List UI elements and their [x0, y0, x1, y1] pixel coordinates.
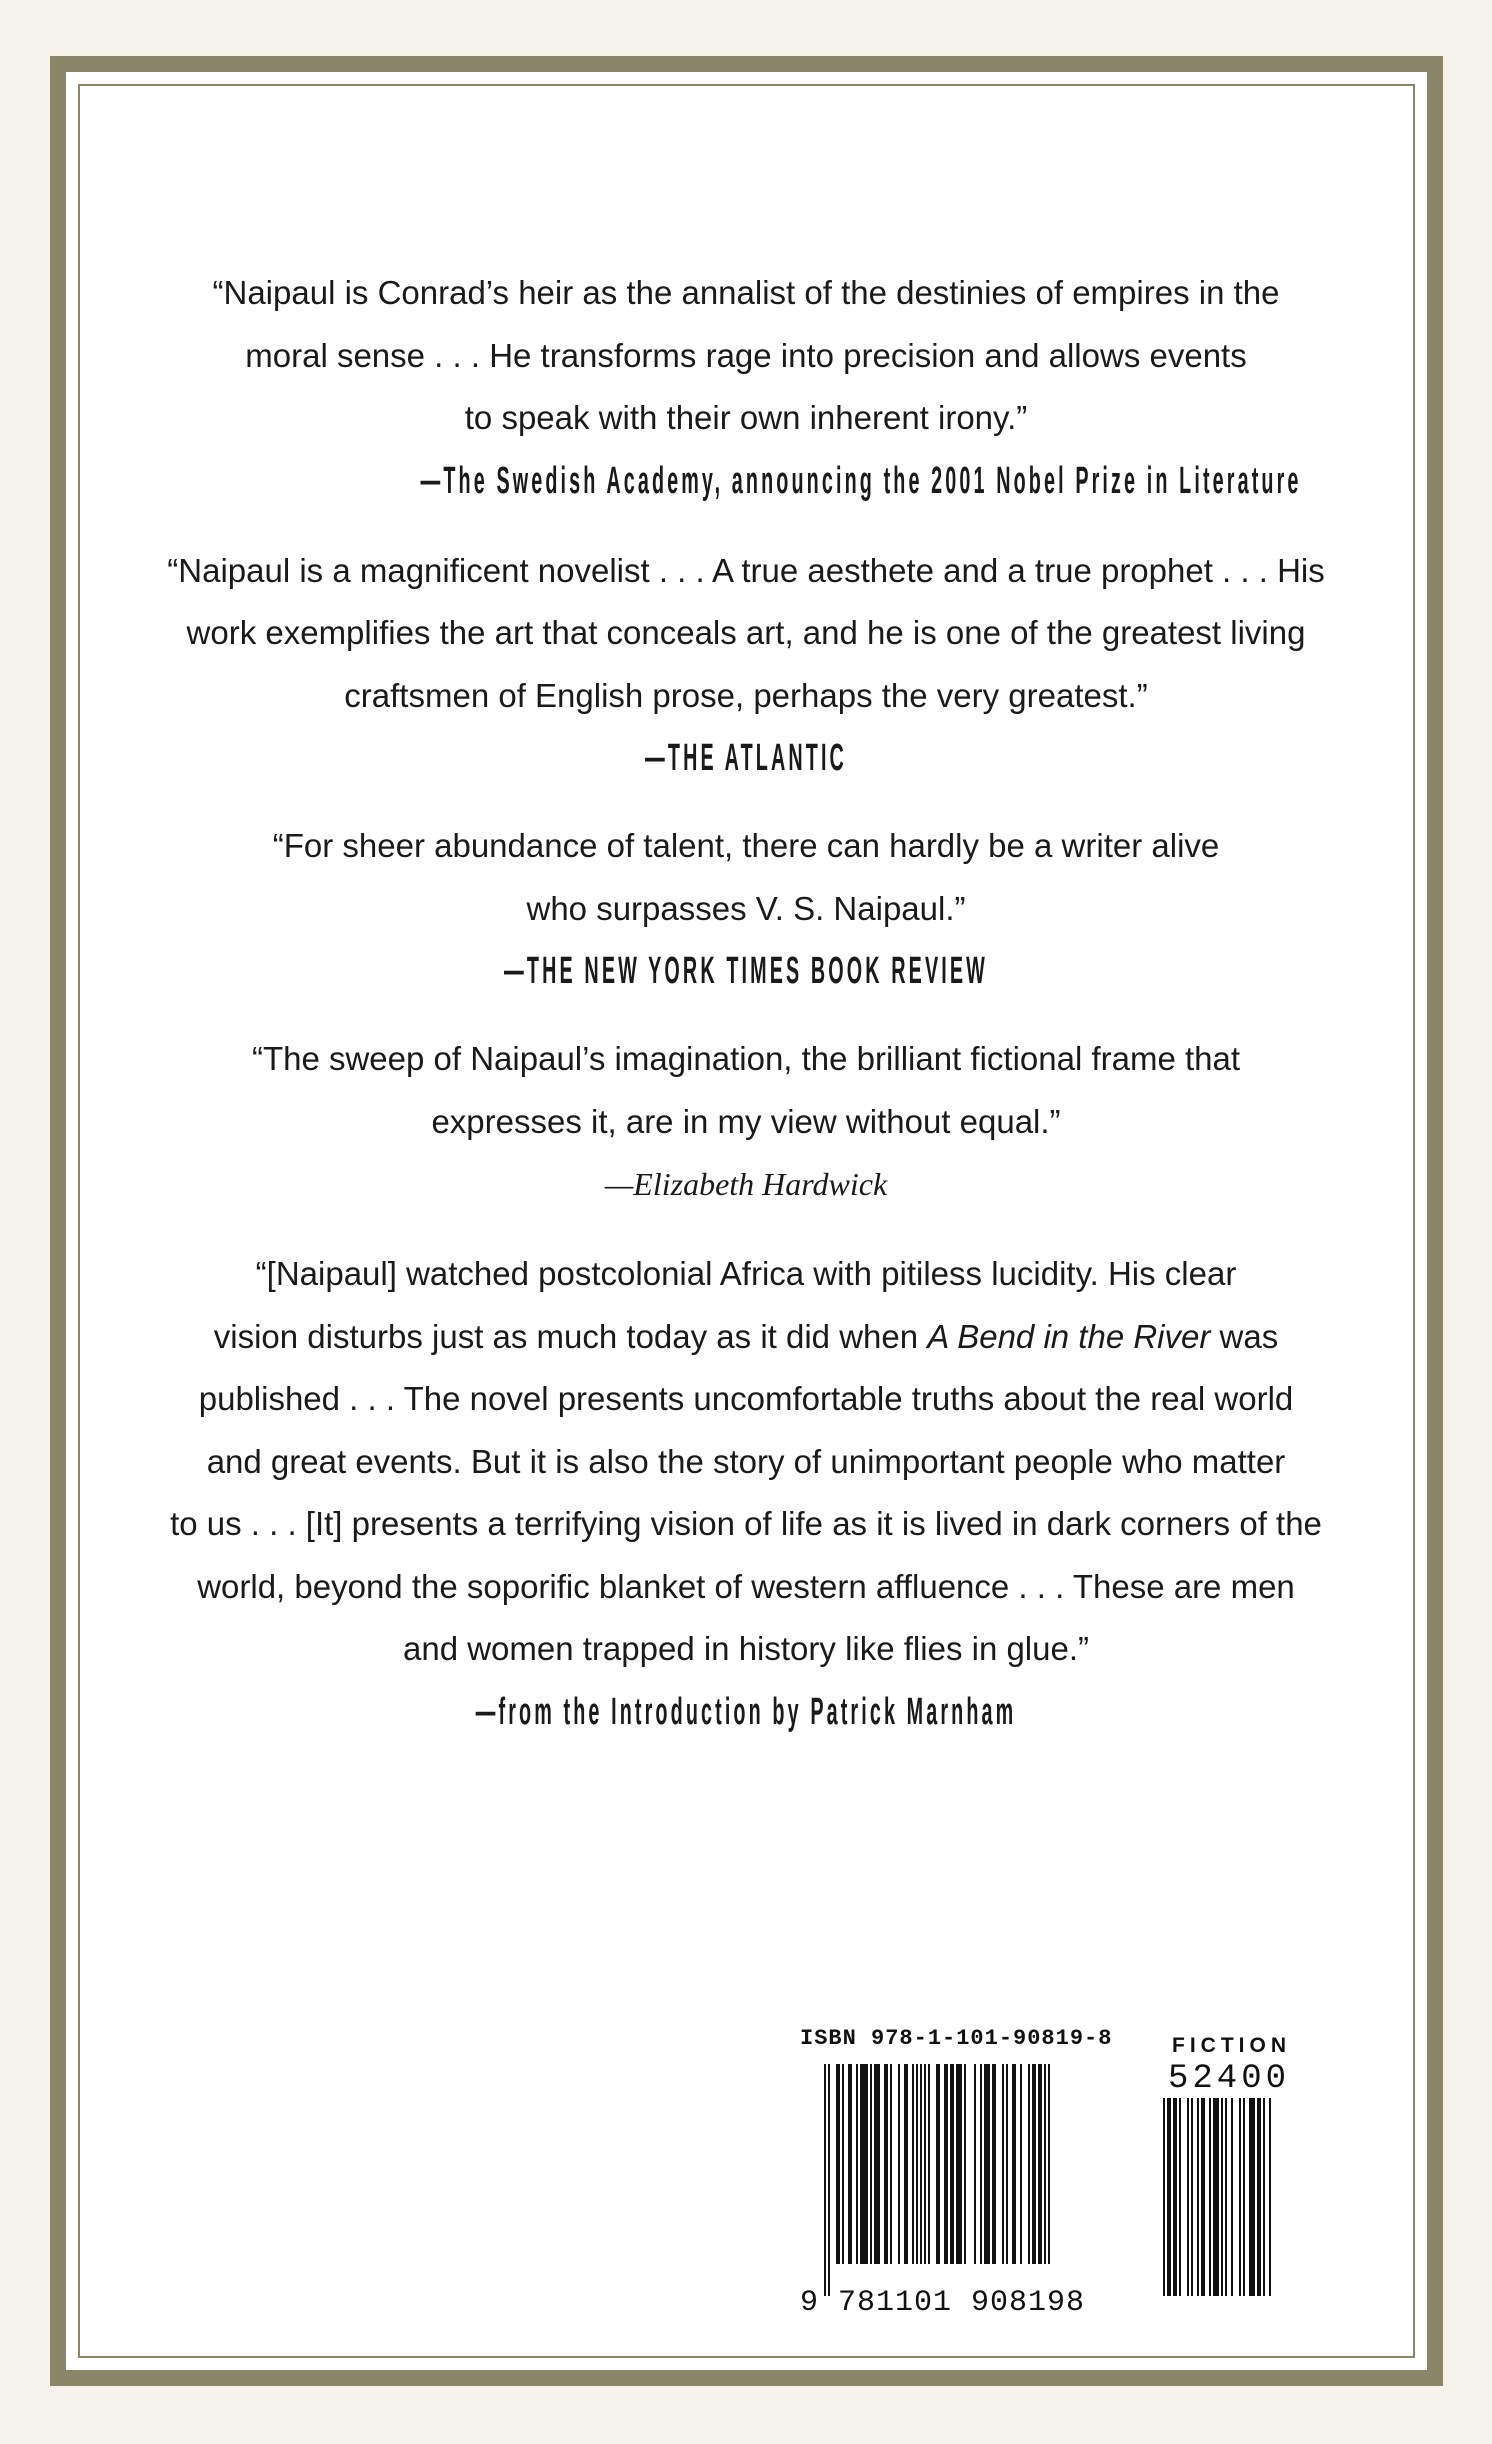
- quote-1-line-3: to speak with their own inherent irony.”: [464, 399, 1028, 436]
- quote-5-line-1: “[Naipaul] watched postcolonial Africa with pitiless lucidity. His clear: [255, 1255, 1237, 1292]
- ean-digits: 9 781101 908198: [800, 2286, 1086, 2320]
- barcode-bar: [1032, 2064, 1036, 2264]
- barcode-bar: [1044, 2064, 1046, 2264]
- barcode-bar: [1231, 2098, 1233, 2296]
- barcode-bar: [1225, 2098, 1227, 2296]
- barcode-bar: [1187, 2098, 1189, 2296]
- barcode-bar: [1012, 2064, 1016, 2264]
- barcode-bar: [898, 2064, 900, 2264]
- barcode-bar: [944, 2064, 948, 2264]
- quote-5-line-2: [120, 1306, 1372, 1369]
- barcode-bar: [824, 2064, 826, 2296]
- quote-2-line-1: “Naipaul is a magnificent novelist . . . A true aesthete and a true prophet . . . His: [167, 551, 1325, 589]
- barcode-bar: [904, 2064, 908, 2264]
- barcode-bar: [984, 2064, 990, 2264]
- barcode-bar: [936, 2064, 940, 2264]
- barcode-bar: [950, 2064, 954, 2264]
- quote-3-line-1: “For sheer abundance of talent, there can hardly be a writer alive: [272, 827, 1220, 864]
- barcode-bar: [828, 2064, 830, 2296]
- barcode-bar: [836, 2064, 840, 2264]
- isbn-label: ISBN 978-1-101-90819-8: [800, 2026, 1113, 2051]
- barcode-bar: [1239, 2098, 1241, 2296]
- quote-5-line-4: and great events. But it is also the story of unimportant people who matter: [206, 1442, 1286, 1480]
- barcode-bar: [1249, 2098, 1255, 2296]
- barcode-bar: [1167, 2098, 1171, 2296]
- quote-5-line-2-pre: vision disturbs just as much today as it did when: [213, 1317, 928, 1355]
- barcode-bar: [1163, 2098, 1165, 2296]
- barcode-bar: [920, 2064, 922, 2264]
- quote-5-line-7: and women trapped in history like flies in glue.”: [402, 1630, 1090, 1667]
- barcode-bar: [1243, 2098, 1245, 2296]
- barcode-bar: [980, 2064, 982, 2264]
- barcode-bar: [890, 2064, 892, 2264]
- quote-4-line-2: expresses it, are in my view without equal.”: [431, 1102, 1061, 1140]
- quote-5-line-3: published . . . The novel presents uncomfortable truths about the real world: [198, 1380, 1294, 1417]
- barcode-bar: [928, 2064, 930, 2264]
- barcode-bar: [1048, 2064, 1050, 2264]
- quote-5-line-2-post: was: [1210, 1317, 1279, 1355]
- barcode-bar: [912, 2064, 914, 2264]
- barcode-bar: [1020, 2064, 1022, 2264]
- price-barcode: [1163, 2098, 1313, 2296]
- quote-2-line-3: craftsmen of English prose, perhaps the very greatest.”: [344, 676, 1148, 714]
- barcode-bar: [964, 2064, 966, 2264]
- barcode-bar: [848, 2064, 852, 2264]
- quote-2-attribution: —THE ATLANTIC: [645, 737, 847, 779]
- barcode-bar: [860, 2064, 868, 2264]
- quote-1-attribution: —The Swedish Academy, announcing the 2001 Nobel Prize in Literature: [420, 459, 1302, 502]
- barcode-bar: [1201, 2098, 1205, 2296]
- isbn-barcode: [824, 2064, 1130, 2296]
- barcode-bar: [870, 2064, 872, 2264]
- barcode-bar: [1269, 2098, 1271, 2296]
- book-title: A Bend in the River: [927, 1317, 1211, 1355]
- barcode-bar: [1221, 2098, 1223, 2296]
- barcode-bar: [992, 2064, 996, 2264]
- barcode-bar: [924, 2064, 926, 2264]
- quote-5-attribution: —from the Introduction by Patrick Marnham: [475, 1690, 1017, 1733]
- quote-4-attribution: —Elizabeth Hardwick: [604, 1166, 888, 1202]
- quote-4-line-1: “The sweep of Naipaul’s imagination, the brilliant fictional frame that: [251, 1040, 1241, 1077]
- barcode-bar: [842, 2064, 844, 2264]
- barcode-bar: [874, 2064, 880, 2264]
- barcode-bar: [1197, 2098, 1199, 2296]
- quote-5-line-5: to us . . . [It] presents a terrifying vision of life as it is lived in dark corners of the: [170, 1505, 1322, 1542]
- barcode-bar: [884, 2064, 888, 2264]
- quote-3-line-2: who surpasses V. S. Naipaul.”: [526, 889, 966, 927]
- barcode-bar: [856, 2064, 858, 2264]
- barcode-bar: [1213, 2098, 1219, 2296]
- quote-1-line-1: “Naipaul is Conrad’s heir as the annalist of the destinies of empires in the: [212, 274, 1280, 311]
- barcode-bar: [974, 2064, 976, 2264]
- barcode-bar: [1209, 2098, 1211, 2296]
- quote-5-line-6: world, beyond the soporific blanket of western affluence . . . These are men: [197, 1567, 1295, 1605]
- quote-3-attribution: —THE NEW YORK TIMES BOOK REVIEW: [504, 950, 988, 992]
- review-quotes: [120, 262, 1372, 1743]
- quote-2-line-2: work exemplifies the art that conceals art, and he is one of the greatest living: [186, 614, 1306, 651]
- barcode-bar: [1179, 2098, 1181, 2296]
- barcode-bar: [1006, 2064, 1008, 2264]
- barcode-bar: [1263, 2098, 1265, 2296]
- barcode-bar: [1173, 2098, 1177, 2296]
- price-code: 52400: [1168, 2060, 1291, 2098]
- barcode-bar: [1191, 2098, 1193, 2296]
- barcode-bar: [916, 2064, 918, 2264]
- barcode-bar: [1257, 2098, 1261, 2296]
- quote-1-line-2: moral sense . . . He transforms rage into precision and allows events: [245, 336, 1247, 374]
- barcode-bar: [956, 2064, 962, 2264]
- barcode-bar: [1028, 2064, 1030, 2264]
- barcode-bar: [1002, 2064, 1004, 2264]
- barcode-bar: [1038, 2064, 1042, 2264]
- category-label: FICTION: [1172, 2034, 1291, 2057]
